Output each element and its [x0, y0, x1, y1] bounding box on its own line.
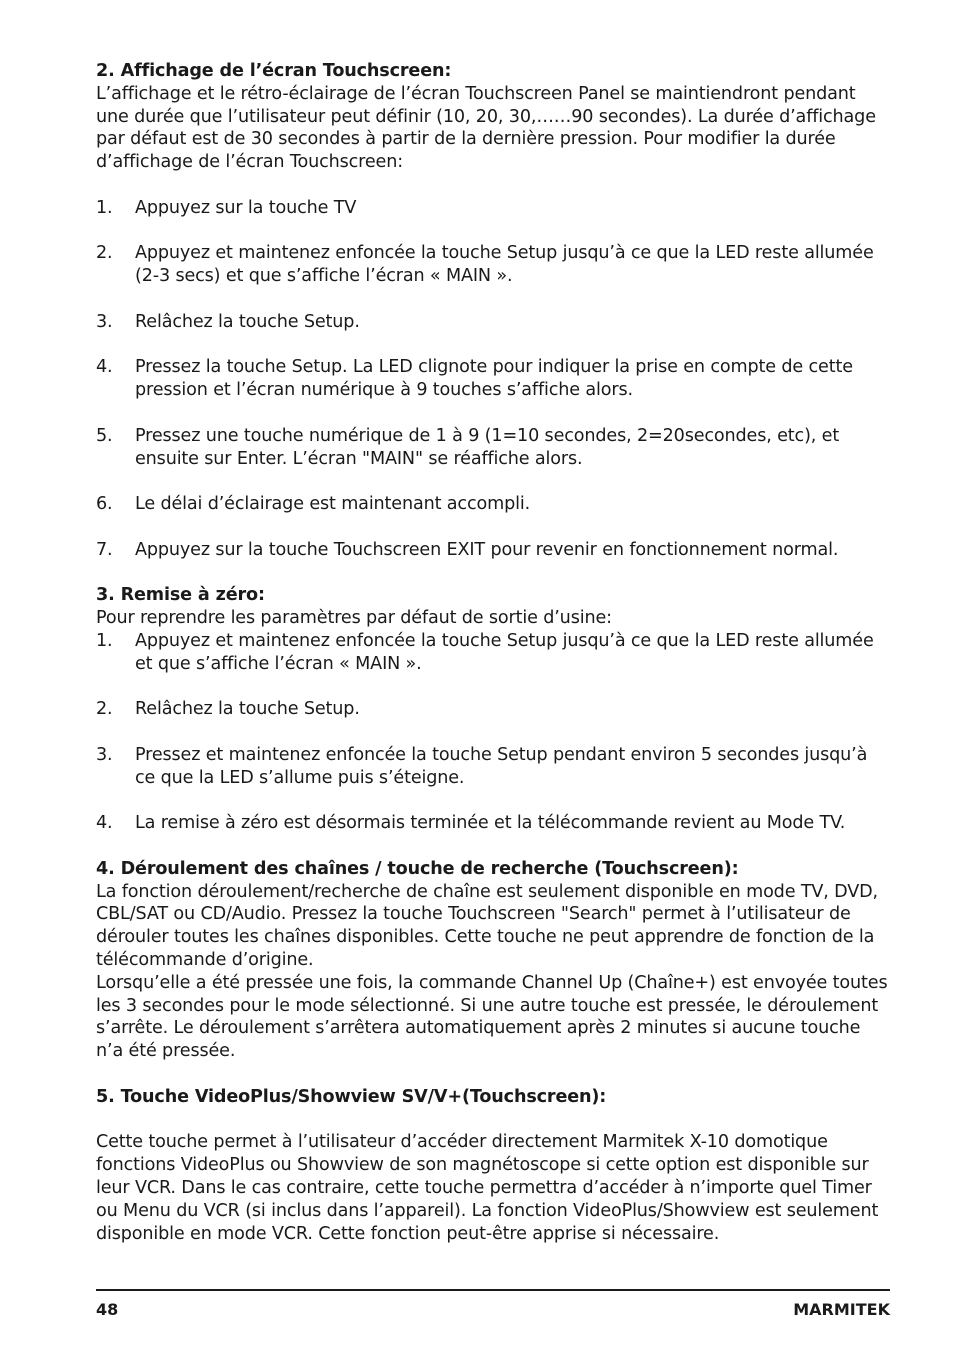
step-number: 5.: [96, 425, 113, 446]
list-item: [96, 744, 892, 790]
paragraph: Lorsqu’elle a été pressée une fois, la commande Channel Up (Chaîne+) est envoyée toutes les 3 secondes pour le mode sélectionné. Si une autre touche est pressée, le déroulement s’arrête. Le déroulement s’arrêtera automatiquement après 2 minutes si aucune touche n’a été pressée.: [96, 972, 888, 1062]
step-number: 1.: [96, 630, 113, 651]
step-number: 2.: [96, 699, 113, 720]
list-item: [96, 356, 892, 402]
list-item: [96, 425, 892, 471]
section-display-duration: [96, 60, 892, 562]
steps-list: [96, 197, 892, 562]
step-text: Relâchez la touche Setup.: [135, 699, 360, 720]
paragraph: Cette touche permet à l’utilisateur d’accéder directement Marmitek X-10 domotique fonctions VideoPlus ou Showview de son magnétoscope si cette option est disponible sur leur VCR. Dans le cas contraire, cette touche permettra d’accéder à n’importe quel Timer ou Menu du VCR (si inclus dans l’appareil). La fonction VideoPlus/Showview est seulement disponible en mode VCR. Cette fonction peut-être apprise si nécessaire.: [96, 1132, 879, 1244]
step-text: Relâchez la touche Setup.: [135, 311, 360, 332]
section-title: 3. Remise à zéro:: [96, 585, 265, 606]
section-videoplus: [96, 1086, 892, 1246]
brand-name: MARMITEK: [793, 1300, 890, 1319]
step-text: Appuyez sur la touche TV: [135, 197, 357, 218]
step-number: 2.: [96, 243, 113, 264]
page-number: 48: [96, 1300, 119, 1319]
list-item: [96, 698, 892, 721]
step-text: Pressez une touche numérique de 1 à 9 (1=10 secondes, 2=20secondes, etc), et ensuite sur Enter. L’écran "MAIN" se réaffiche alors.: [135, 425, 840, 469]
step-text: Appuyez sur la touche Touchscreen EXIT pour revenir en fonctionnement normal.: [135, 539, 839, 560]
section-title: 2. Affichage de l’écran Touchscreen:: [96, 61, 452, 81]
section-intro: L’affichage et le rétro-éclairage de l’écran Touchscreen Panel se maintiendront pendant une durée que l’utilisateur peut définir (10, 20, 30,……90 secondes). La durée d’affichage par défaut est de 30 secondes à partir de la dernière pression. Pour modifier la durée d’affichage de l’écran Touchscreen:: [96, 83, 876, 173]
paragraph: La fonction déroulement/recherche de chaîne est seulement disponible en mode TV, DVD, CBL/SAT ou CD/Audio. Pressez la touche Touchscreen "Search" permet à l’utilisateur de dérouler toutes les chaînes disponibles. Cette touche ne peut apprendre de fonction de la télécommande d’origine.: [96, 881, 879, 971]
section-channel-scan: [96, 858, 892, 1063]
list-item: [96, 311, 892, 334]
step-text: Pressez la touche Setup. La LED clignote pour indiquer la prise en compte de cette pression et l’écran numérique à 9 touches s’affiche alors.: [135, 357, 853, 401]
step-number: 1.: [96, 197, 113, 218]
step-number: 3.: [96, 744, 113, 765]
step-number: 6.: [96, 494, 113, 515]
section-intro: Pour reprendre les paramètres par défaut de sortie d’usine:: [96, 608, 612, 629]
list-item: [96, 242, 892, 288]
step-text: Le délai d’éclairage est maintenant accompli.: [135, 494, 531, 515]
step-text: La remise à zéro est désormais terminée et la télécommande revient au Mode TV.: [135, 813, 846, 834]
step-number: 4.: [96, 357, 113, 378]
step-number: 4.: [96, 813, 113, 834]
step-number: 7.: [96, 539, 113, 560]
list-item: [96, 197, 892, 220]
step-number: 3.: [96, 311, 113, 332]
section-reset: [96, 584, 892, 835]
list-item: [96, 812, 892, 835]
list-item: [96, 493, 892, 516]
step-text: Pressez et maintenez enfoncée la touche Setup pendant environ 5 secondes jusqu’à ce que la LED s’allume puis s’éteigne.: [135, 744, 868, 788]
steps-list: [96, 630, 892, 835]
section-title: 5. Touche VideoPlus/Showview SV/V+(Touchscreen):: [96, 1086, 607, 1107]
section-title: 4. Déroulement des chaînes / touche de recherche (Touchscreen):: [96, 858, 739, 879]
page-footer: [96, 1300, 890, 1319]
list-item: [96, 539, 892, 562]
list-item: [96, 630, 892, 676]
step-text: Appuyez et maintenez enfoncée la touche Setup jusqu’à ce que la LED reste allumée (2-3 secs) et que s’affiche l’écran « MAIN ».: [135, 243, 874, 287]
step-text: Appuyez et maintenez enfoncée la touche Setup jusqu’à ce que la LED reste allumée et que s’affiche l’écran « MAIN ».: [135, 630, 874, 674]
document-body: [96, 60, 892, 1245]
footer-divider: [96, 1289, 890, 1291]
